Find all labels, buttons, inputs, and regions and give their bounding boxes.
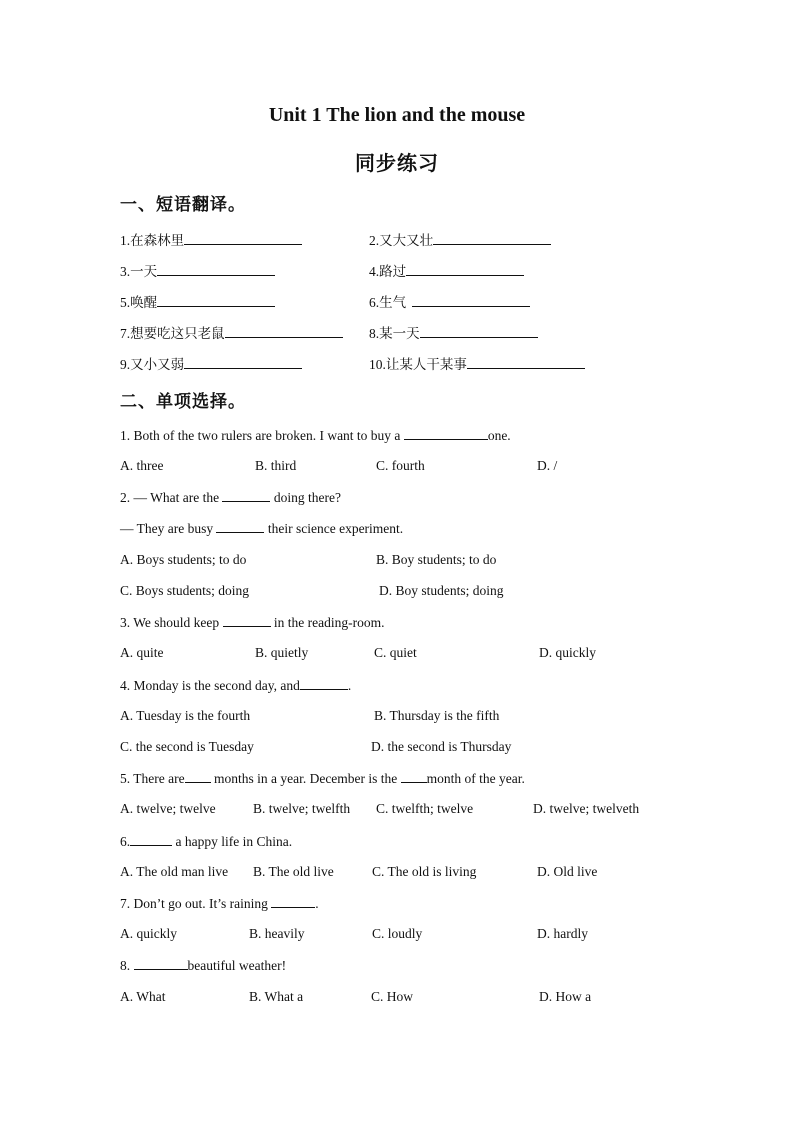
answer-blank[interactable] (130, 833, 172, 846)
option-b[interactable]: B. Boy students; to do (376, 552, 497, 567)
phrase-item: 10.让某人干某事 (369, 353, 585, 373)
phrase-item: 5.唤醒 (120, 291, 275, 311)
section-heading-translation: 一、短语翻译。 (120, 195, 246, 214)
option-a[interactable]: A. Boys students; to do (120, 552, 247, 567)
option-d[interactable]: D. twelve; twelveth (533, 801, 640, 816)
question-stem: 6. a happy life in China. (120, 834, 293, 849)
question-stem: 3. We should keep in the reading-room. (120, 615, 385, 630)
option-a[interactable]: A. The old man live (120, 864, 229, 879)
answer-blank[interactable] (225, 325, 343, 338)
phrase-item: 8.某一天 (369, 322, 538, 342)
option-a[interactable]: A. quite (120, 645, 164, 660)
answer-blank[interactable] (404, 427, 488, 440)
option-a[interactable]: A. quickly (120, 926, 177, 941)
answer-blank[interactable] (157, 263, 275, 276)
answer-blank[interactable] (184, 232, 302, 245)
answer-blank[interactable] (185, 770, 211, 783)
option-b[interactable]: B. The old live (253, 864, 334, 879)
option-d[interactable]: D. Old live (537, 864, 598, 879)
option-c[interactable]: C. twelfth; twelve (376, 801, 474, 816)
answer-blank[interactable] (222, 489, 270, 502)
question-stem: 5. There are months in a year. December is the month of the year. (120, 771, 525, 786)
option-d[interactable]: D. How a (539, 989, 592, 1004)
option-c[interactable]: C. the second is Tuesday (120, 739, 254, 754)
question-stem: 4. Monday is the second day, and . (120, 678, 352, 693)
option-b[interactable]: B. quietly (255, 645, 309, 660)
answer-blank[interactable] (433, 232, 551, 245)
option-b[interactable]: B. Thursday is the fifth (374, 708, 500, 723)
option-d[interactable]: D. hardly (537, 926, 588, 941)
phrase-item: 3.一天 (120, 260, 275, 280)
page-title: Unit 1 The lion and the mouse (268, 104, 526, 126)
question-stem: 2. — What are the doing there? (120, 490, 341, 505)
option-c[interactable]: C. How (371, 989, 414, 1004)
page-subtitle: 同步练习 (355, 153, 439, 175)
section-heading-choice: 二、单项选择。 (120, 392, 246, 411)
option-c[interactable]: C. Boys students; doing (120, 583, 250, 598)
phrase-item: 6.生气 (369, 291, 530, 311)
option-b[interactable]: B. What a (249, 989, 304, 1004)
phrase-item: 1.在森林里 (120, 229, 302, 249)
question-stem: 1. Both of the two rulers are broken. I want to buy a one. (120, 428, 511, 443)
option-a[interactable]: A. three (120, 458, 164, 473)
option-a[interactable]: A. twelve; twelve (120, 801, 216, 816)
answer-blank[interactable] (406, 263, 524, 276)
option-d[interactable]: D. Boy students; doing (379, 583, 504, 598)
option-c[interactable]: C. quiet (374, 645, 417, 660)
option-c[interactable]: C. fourth (376, 458, 425, 473)
answer-blank[interactable] (184, 356, 302, 369)
question-stem: 7. Don’t go out. It’s raining . (120, 896, 319, 911)
option-a[interactable]: A. Tuesday is the fourth (120, 708, 251, 723)
phrase-item: 4.路过 (369, 260, 524, 280)
option-c[interactable]: C. loudly (372, 926, 423, 941)
answer-blank[interactable] (271, 895, 315, 908)
answer-blank[interactable] (300, 677, 348, 690)
option-d[interactable]: D. quickly (539, 645, 596, 660)
phrase-item: 9.又小又弱 (120, 353, 302, 373)
answer-blank[interactable] (401, 770, 427, 783)
option-b[interactable]: B. third (255, 458, 297, 473)
option-b[interactable]: B. heavily (249, 926, 305, 941)
phrase-item: 2.又大又壮 (369, 229, 551, 249)
question-stem-line2: — They are busy their science experiment. (120, 521, 404, 536)
option-d[interactable]: D. / (537, 458, 558, 473)
answer-blank[interactable] (157, 294, 275, 307)
answer-blank[interactable] (134, 957, 188, 970)
answer-blank[interactable] (420, 325, 538, 338)
option-d[interactable]: D. the second is Thursday (371, 739, 512, 754)
option-b[interactable]: B. twelve; twelfth (253, 801, 351, 816)
option-c[interactable]: C. The old is living (372, 864, 477, 879)
phrase-item: 7.想要吃这只老鼠 (120, 322, 343, 342)
answer-blank[interactable] (216, 520, 264, 533)
answer-blank[interactable] (412, 294, 530, 307)
question-stem: 8. beautiful weather! (120, 958, 287, 973)
option-a[interactable]: A. What (120, 989, 166, 1004)
answer-blank[interactable] (467, 356, 585, 369)
answer-blank[interactable] (223, 614, 271, 627)
